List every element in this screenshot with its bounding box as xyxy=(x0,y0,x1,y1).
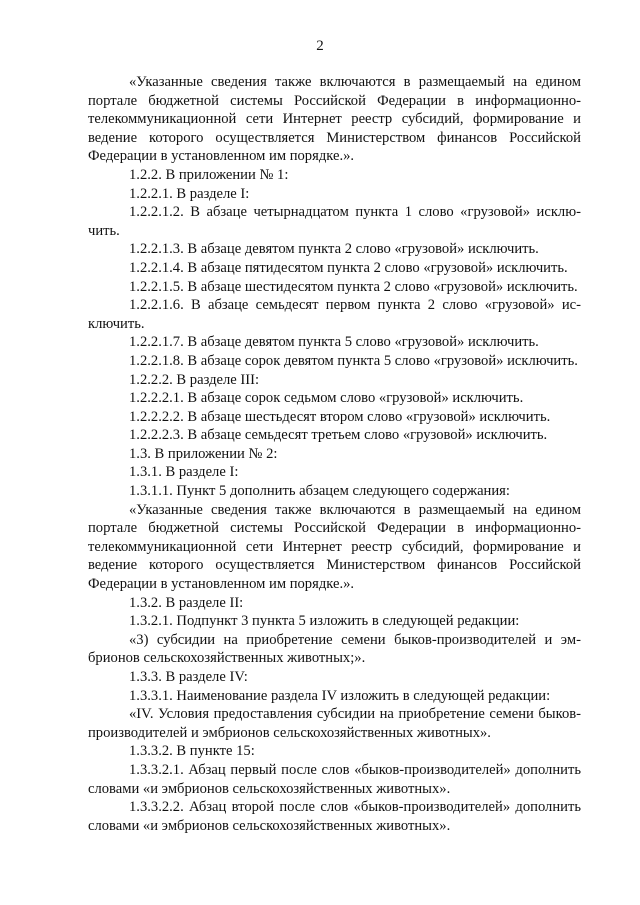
paragraph: 1.2.2.2. В разделе III: xyxy=(129,371,260,388)
paragraph: 1.3. В приложении № 2: xyxy=(129,445,278,462)
paragraph: 1.2.2.1.4. В абзаце пятидесятом пункта 2 слово «грузовой» исключить. xyxy=(129,259,568,276)
paragraph: 1.3.3. В разделе IV: xyxy=(129,669,248,685)
paragraph: «IV. Условия предоставления субсидии на приобретение семени быков-производителей и эмбрионов сельскохозяйственных животных». xyxy=(88,706,581,741)
page-number: 2 xyxy=(316,38,324,54)
paragraph: 1.3.3.1. Наименование раздела IV изложить в следующей редакции: xyxy=(129,687,551,704)
paragraph: 1.3.2. В разделе II: xyxy=(129,594,244,611)
paragraph: 1.3.3.2.2. Абзац второй после слов «быков-производителей» дополнить словами «и эмбрионов сельскохозяйственных животных». xyxy=(88,799,581,834)
paragraph: 1.2.2.1.5. В абзаце шестидесятом пункта 2 слово «грузовой» исключить. xyxy=(129,278,578,295)
paragraph: 1.2.2. В приложении № 1: xyxy=(129,166,289,183)
paragraph: 1.2.2.1. В разделе I: xyxy=(129,185,250,202)
paragraph: «Указанные сведения также включаются в размещаемый на едином портале бюджетной системы Российской Федерации в информационно-телекоммуникационной сети Интернет реестр субсидий, формирование и ведение которого осуществляется Министерством финансов Российской Федерации в установленном им порядке.». xyxy=(88,501,581,593)
paragraph: «Указанные сведения также включаются в размещаемый на едином портале бюджетной системы Российской Федерации в информационно-телекоммуникационной сети Интернет реестр субсидий, формирование и ведение которого осуществляется Министерством финансов Российской Федерации в установленном им порядке.». xyxy=(88,74,581,165)
paragraph: 1.2.2.1.3. В абзаце девятом пункта 2 слово «грузовой» исключить. xyxy=(129,241,539,258)
paragraph: 1.2.2.1.8. В абзаце сорок девятом пункта 5 слово «грузовой» исключить. xyxy=(129,352,578,369)
paragraph: 1.2.2.2.3. В абзаце семьдесят третьем слово «грузовой» исключить. xyxy=(129,427,548,444)
paragraph: 1.3.1.1. Пункт 5 дополнить абзацем следующего содержания: xyxy=(129,483,510,500)
paragraph: 1.3.3.2.1. Абзац первый после слов «быков-производителей» дополнить словами «и эмбрионов сельскохозяйственных животных». xyxy=(88,761,581,797)
paragraph: 1.3.1. В разделе I: xyxy=(129,464,239,481)
paragraph: 1.2.2.1.6. В абзаце семьдесят первом пункта 2 слово «грузовой» исключить. xyxy=(88,297,581,332)
paragraph: «3) субсидии на приобретение семени быков-производителей и эмбрионов сельскохозяйственных животных;». xyxy=(88,631,581,667)
paragraph: 1.2.2.2.2. В абзаце шестьдесят втором слово «грузовой» исключить. xyxy=(129,408,551,425)
document-body xyxy=(88,73,581,835)
paragraph: 1.3.2.1. Подпункт 3 пункта 5 изложить в следующей редакции: xyxy=(129,613,520,630)
paragraph: 1.3.3.2. В пункте 15: xyxy=(129,743,255,760)
paragraph: 1.2.2.1.2. В абзаце четырнадцатом пункта 1 слово «грузовой» исключить. xyxy=(88,204,581,239)
paragraph: 1.2.2.2.1. В абзаце сорок седьмом слово «грузовой» исключить. xyxy=(129,390,524,407)
paragraph: 1.2.2.1.7. В абзаце девятом пункта 5 слово «грузовой» исключить. xyxy=(129,334,539,351)
